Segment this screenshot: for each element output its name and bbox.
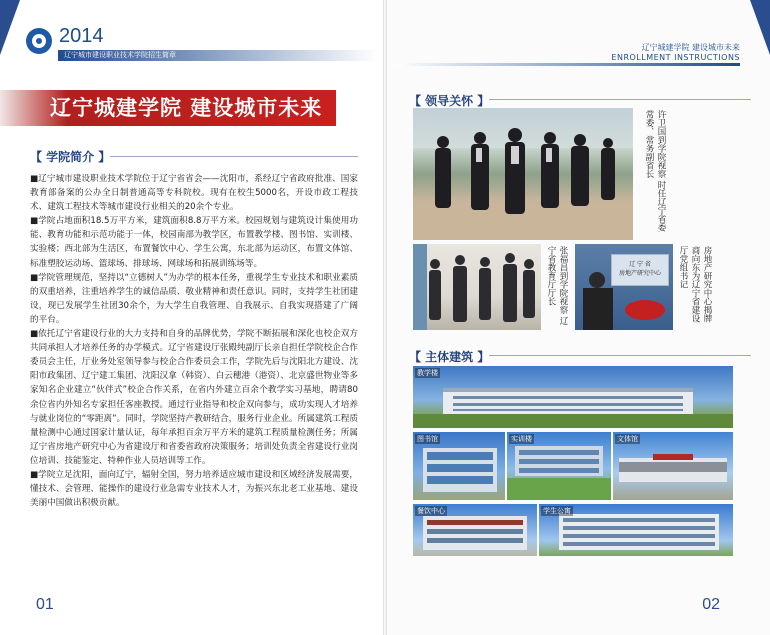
leader-unveiling-illustration bbox=[575, 244, 673, 330]
section-leaders-divider bbox=[489, 99, 751, 100]
paragraph-4: ■依托辽宁省建设行业的大力支持和自身的品牌优势，学院不断拓展和深化也校企双方共同承担人才培养任务的办学模式。辽宁省建设厅张殿纯副厅长亲自担任学院校企合作委员会主任，厅业务处室领导参与校企合作委员会工作，学院先后与沈阳北方建设、沈阳市政集团、辽宁建工集团、沈阳汉拿（韩资）、白云穗港（港资）、北京盛世物业等多家知名企业建立“伙伴式”校企合作关系，在省内外建立百余个教学实习基地，聘请80余位省内外知名专家担任客座教授。通过行业指导和校企双向参与，成功实现人才培养与就业岗位的“零距离”。同时，学院坚持产教研结合，服务行业企业。所属建筑工程质量检测中心通过国家计量认证，每年承担百余万平方米的建筑工程质量检测任务；所属辽宁省房地产研究中心为省建设厅和省委省政府决策服务；培训处负责全省建设行业岗位培训、技能鉴定、特种作业人员培训等工作。 bbox=[30, 329, 358, 466]
header-subtitle-bar bbox=[58, 50, 378, 61]
main-title: 辽宁城建学院 建设城市未来 bbox=[50, 96, 323, 120]
page-number-right: 02 bbox=[702, 596, 720, 613]
label-library: 图书馆 bbox=[417, 435, 438, 443]
corner-triangle-right bbox=[750, 0, 770, 55]
leader-visit-illustration-middle bbox=[413, 244, 541, 330]
training-building-photo bbox=[507, 432, 611, 500]
page-spine bbox=[383, 0, 387, 635]
section-intro-divider bbox=[110, 156, 358, 157]
sports-hall-photo bbox=[613, 432, 733, 500]
library-photo bbox=[413, 432, 505, 500]
section-buildings-heading: 【 主体建筑 】 bbox=[409, 350, 490, 364]
header-right-english: ENROLLMENT INSTRUCTIONS bbox=[611, 53, 740, 62]
section-buildings-divider bbox=[489, 355, 751, 356]
label-teaching: 教学楼 bbox=[417, 369, 438, 377]
sign-line-2: 房地产研究中心 bbox=[618, 270, 661, 277]
leader-group-illustration bbox=[413, 108, 633, 240]
teaching-building-illustration bbox=[413, 366, 733, 428]
header-right-rule bbox=[395, 63, 740, 66]
label-dining: 餐饮中心 bbox=[417, 507, 445, 515]
paragraph-2: ■学院占地面积18.5万平方米，建筑面积8.8万平方米。校园规划与建筑设计集使用功能、教育功能和示范功能于一体，校园南部为教学区，布置教学楼、图书馆、实训楼、实验楼；西北部为生活区，布置餐饮中心、学生公寓，东北部为运动区，布置文体馆、标准塑胶运动场、篮球场、排球场、网球场和拓展训练场等。 bbox=[30, 216, 358, 269]
school-logo-icon bbox=[26, 28, 52, 54]
paragraph-3: ■学院管理规范，坚持以“立德树人”为办学的根本任务，重视学生专业技术和职业素质的双重培养，注重培养学生的诚信品质、敬业精神和责任意识。同时，支持学生社团建设，现已发展学生社团30余个，为大学生自我管理、自我展示、自我实现搭建了广阔的平台。 bbox=[30, 272, 358, 325]
section-leaders-heading: 【 领导关怀 】 bbox=[409, 94, 490, 108]
header-year: 2014 bbox=[59, 25, 104, 47]
page-number-left: 01 bbox=[36, 596, 54, 613]
paragraph-5: ■学院立足沈阳，面向辽宁，辐射全国，努力培养适应城市建设和区域经济发展需要，懂技术、会管理、能操作的建设行业急需专业技术人才，为振兴东北老工业基地、建设美丽中国做出积极贡献。 bbox=[30, 469, 358, 509]
label-training: 实训楼 bbox=[511, 435, 532, 443]
leader-visit-photo-right bbox=[575, 244, 673, 330]
label-dorm: 学生公寓 bbox=[543, 507, 571, 515]
caption-top: 许卫国到学院视察 时任辽宁省委常委、常务副省长 bbox=[644, 110, 666, 232]
header-subtitle: 辽宁城市建设职业技术学院招生简章 bbox=[64, 51, 176, 59]
caption-middle: 张福昌到学院视察 辽宁省教育厅厅长 bbox=[546, 246, 568, 326]
main-title-banner bbox=[0, 90, 336, 126]
sign-line-1: 辽 宁 省 bbox=[629, 261, 651, 268]
paragraph-1: ■辽宁城市建设职业技术学院位于辽宁省省会——沈阳市，系经辽宁省政府批准、国家教育部备案的公办全日制普通高等专科院校。现有在校生5000名，开设市政工程技术、建筑工程技术等城市建设行业相关的20余个专业。 bbox=[30, 174, 358, 213]
corner-triangle-left bbox=[0, 0, 20, 55]
dining-center-photo bbox=[413, 504, 537, 556]
caption-right: 房地产研究中心揭牌 商向东为辽宁省建设厅党组书记 bbox=[678, 246, 712, 323]
teaching-building-photo bbox=[413, 366, 733, 428]
leader-visit-photo-top bbox=[413, 108, 633, 240]
header-right-title: 辽宁城建学院 建设城市未来 bbox=[641, 43, 740, 52]
student-dorm-photo bbox=[539, 504, 733, 556]
leader-visit-photo-middle bbox=[413, 244, 541, 330]
intro-body bbox=[30, 172, 358, 510]
section-intro-heading: 【 学院简介 】 bbox=[30, 150, 111, 164]
right-page bbox=[385, 0, 770, 635]
label-sports: 文体馆 bbox=[617, 435, 638, 443]
